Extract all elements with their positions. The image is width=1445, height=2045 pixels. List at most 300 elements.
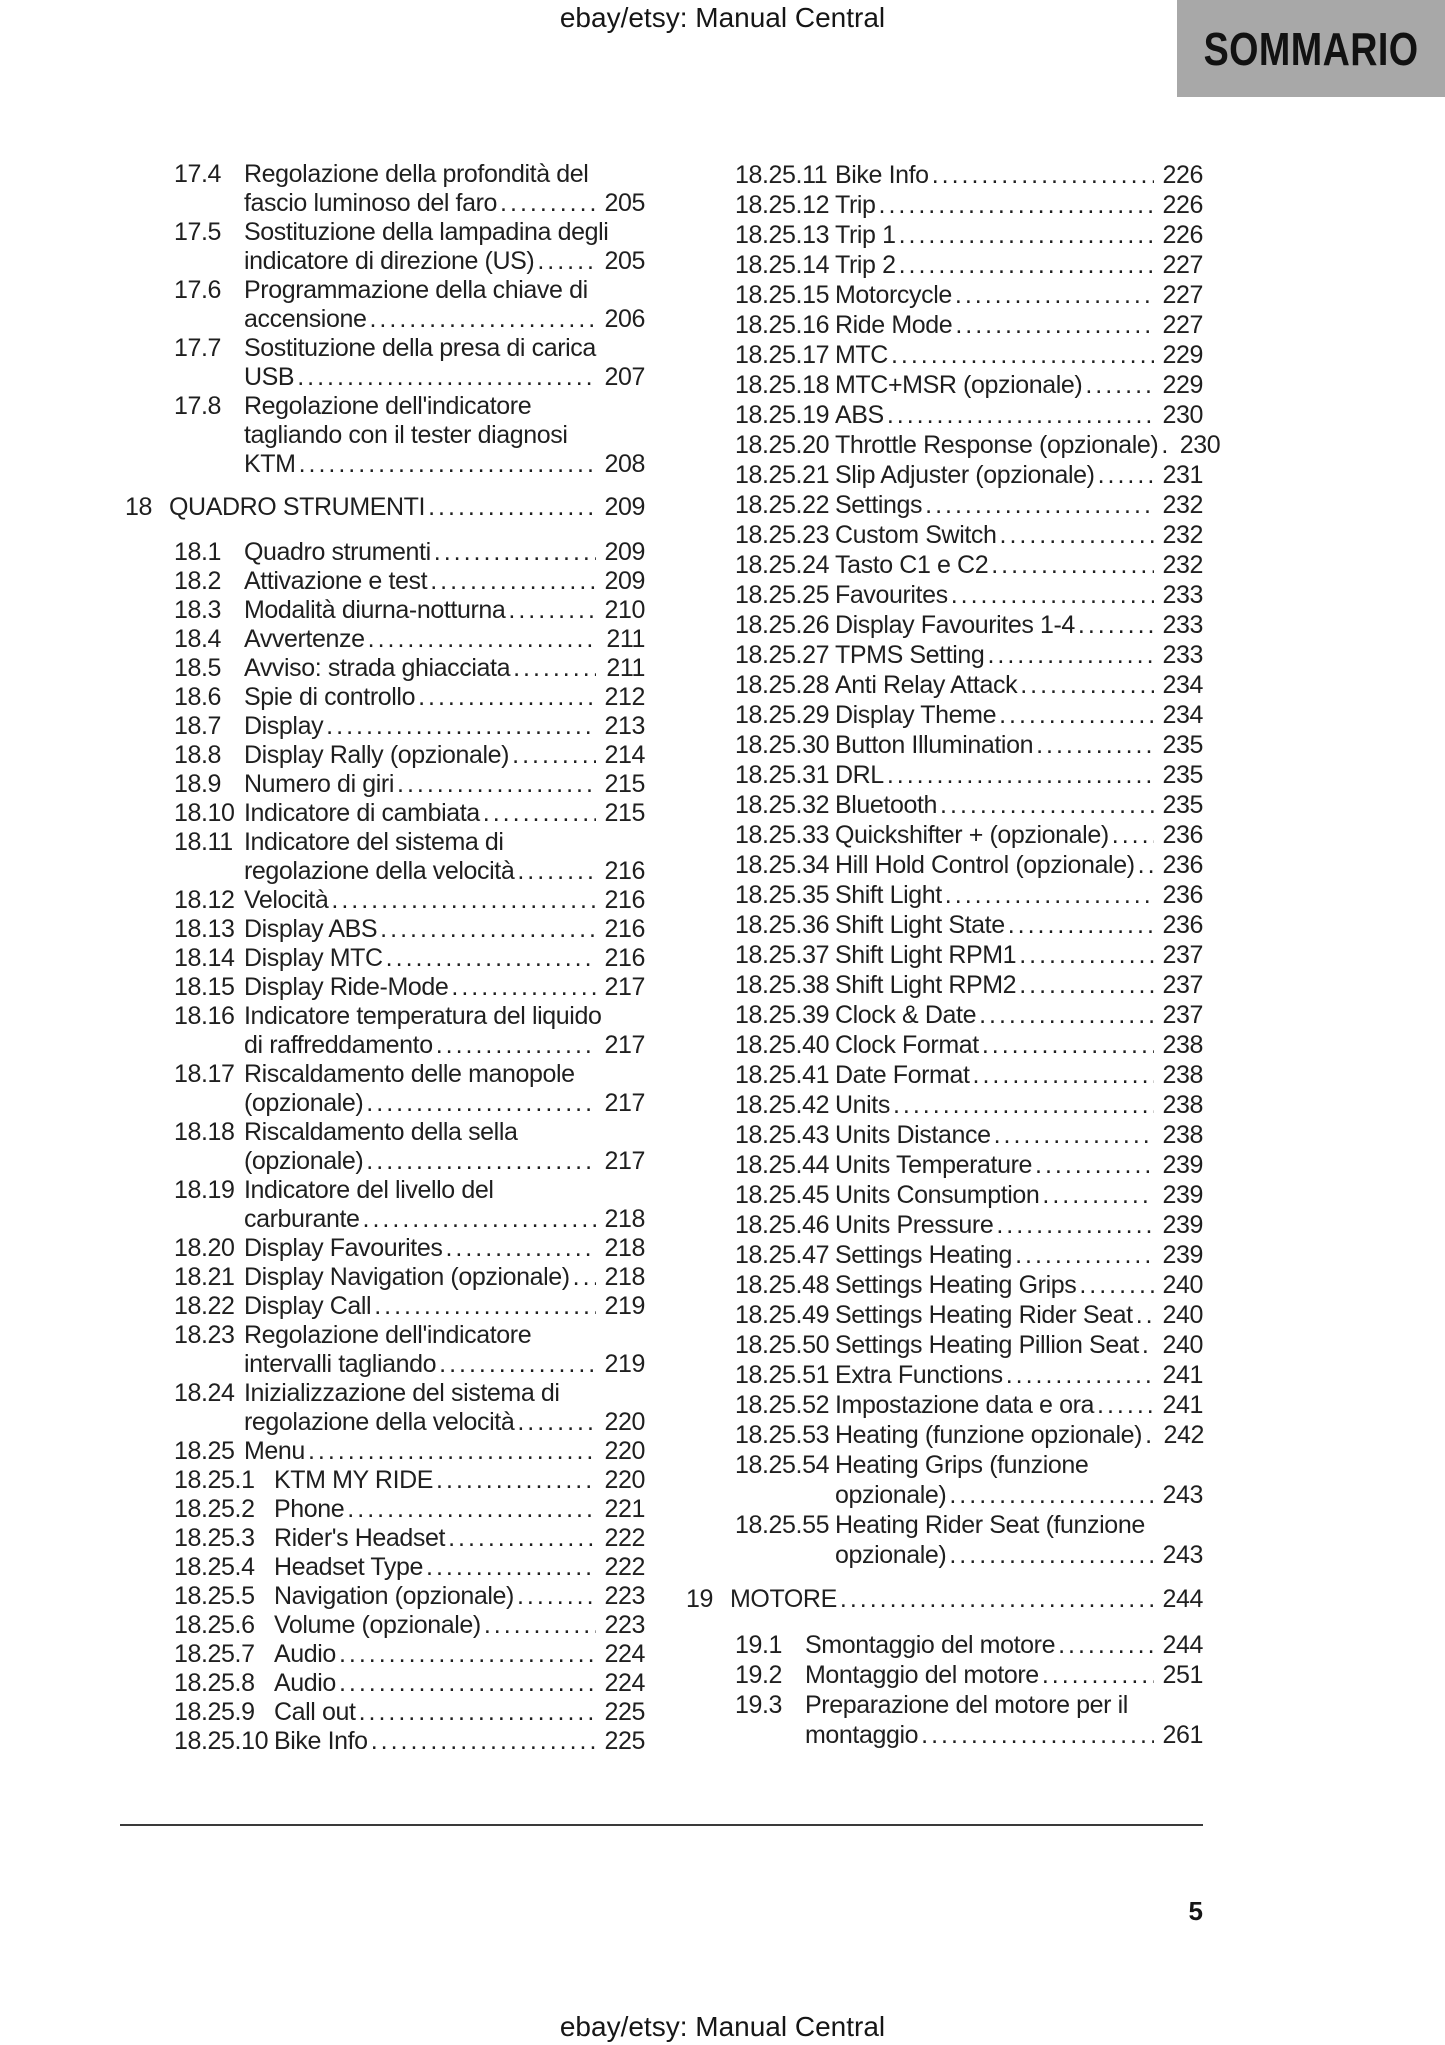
toc-entry-page: 224 [604, 1640, 645, 1668]
toc-entry-line [835, 400, 1203, 430]
toc-entry-page: 210 [604, 596, 645, 624]
dot-leader [517, 857, 596, 886]
toc-entry-line [805, 1690, 1203, 1720]
toc-entry-line [244, 1263, 645, 1292]
toc-entry [686, 760, 1203, 790]
toc-entry-title: Display Theme [835, 701, 997, 729]
toc-entry-page: 236 [1162, 881, 1203, 909]
toc-entry-line [835, 430, 1221, 460]
toc-entry [125, 493, 645, 522]
dot-leader [508, 596, 596, 625]
dot-leader [1161, 430, 1171, 460]
toc-entry-line [805, 1660, 1203, 1690]
toc-entry-line [835, 1450, 1203, 1480]
toc-entry-line [835, 1540, 1203, 1570]
dot-leader [932, 160, 1154, 190]
toc-entry-line [835, 250, 1203, 280]
toc-entry-page: 241 [1162, 1391, 1203, 1419]
toc-entry-number: 18.25.53 [735, 1421, 830, 1449]
toc-entry [125, 1060, 645, 1118]
dot-leader [363, 1205, 596, 1234]
toc-entry-number: 18.25.12 [735, 191, 830, 219]
toc-entry-page: 240 [1162, 1301, 1203, 1329]
toc-entry-title: TPMS Setting [835, 641, 985, 669]
toc-entry-line [835, 670, 1203, 700]
toc-entry-page: 241 [1162, 1361, 1203, 1389]
toc-entry-page: 236 [1162, 851, 1203, 879]
toc-entry [125, 1553, 645, 1582]
toc-entry-page: 209 [604, 567, 645, 595]
toc-entry [125, 886, 645, 915]
dot-leader [1058, 1630, 1154, 1660]
toc-entry-page: 243 [1162, 1541, 1203, 1569]
toc-entry-page: 238 [1162, 1031, 1203, 1059]
dot-leader [445, 1234, 596, 1263]
toc-entry-line [835, 820, 1203, 850]
toc-entry-title: Bike Info [835, 161, 929, 189]
toc-entry-page: 234 [1162, 671, 1203, 699]
toc-entry-title: fascio luminoso del faro [244, 189, 498, 217]
toc-entry-line [835, 640, 1203, 670]
toc-entry-page: 227 [1162, 251, 1203, 279]
toc-entry-line [835, 1030, 1203, 1060]
toc-entry [686, 1510, 1203, 1570]
toc-entry-number: 18 [125, 493, 153, 521]
toc-entry-title: Bluetooth [835, 791, 938, 819]
toc-entry-title: Phone [274, 1495, 345, 1523]
toc-entry-title: indicatore di direzione (US) [244, 247, 535, 275]
toc-entry-number: 18.25.26 [735, 611, 830, 639]
toc-entry [686, 1660, 1203, 1690]
dot-leader [451, 973, 596, 1002]
dot-leader [951, 580, 1154, 610]
toc-entry-title: Settings Heating [835, 1241, 1013, 1269]
toc-entry-page: 205 [604, 189, 645, 217]
toc-entry-title: Regolazione della profondità del [244, 160, 589, 188]
toc-entry-page: 231 [1162, 461, 1203, 489]
toc-entry-title: accensione [244, 305, 367, 333]
toc-entry-page: 223 [604, 1611, 645, 1639]
toc-entry-page: 229 [1162, 341, 1203, 369]
toc-entry-title: Display ABS [244, 915, 378, 943]
toc-entry-title: MTC+MSR (opzionale) [835, 371, 1083, 399]
toc-entry-number: 18.25.4 [174, 1553, 255, 1581]
toc-entry-line [274, 1553, 645, 1582]
dot-leader [921, 1720, 1154, 1750]
toc-entry [686, 970, 1203, 1000]
dot-leader [436, 1031, 596, 1060]
toc-entry-line [244, 1060, 645, 1089]
toc-entry-number: 18.17 [174, 1060, 235, 1088]
toc-entry [686, 670, 1203, 700]
toc-entry-page: 239 [1162, 1241, 1203, 1269]
toc-entry [686, 790, 1203, 820]
toc-entry-line [244, 421, 645, 450]
toc-entry-number: 18.25.36 [735, 911, 830, 939]
toc-entry [686, 1120, 1203, 1150]
toc-entry-line [835, 700, 1203, 730]
toc-entry-number: 18.25.48 [735, 1271, 830, 1299]
toc-entry-line [835, 1330, 1203, 1360]
toc-entry-title: Units Consumption [835, 1181, 1040, 1209]
dot-leader [996, 1210, 1154, 1240]
toc-entry [125, 1582, 645, 1611]
toc-entry-number: 18.25.30 [735, 731, 830, 759]
toc-entry-line [274, 1611, 645, 1640]
toc-entry-title: Indicatore temperatura del liquido [244, 1002, 602, 1030]
toc-entry-number: 18.24 [174, 1379, 235, 1407]
toc-entry-page: 216 [604, 857, 645, 885]
toc-entry-title: Smontaggio del motore [805, 1631, 1056, 1659]
toc-entry-title: Riscaldamento delle manopole [244, 1060, 575, 1088]
dot-leader [297, 363, 596, 392]
toc-entry [686, 430, 1221, 460]
toc-entry-line [835, 520, 1203, 550]
toc-entry-page: 205 [604, 247, 645, 275]
dot-leader [945, 880, 1154, 910]
toc-entry-title: Display Rally (opzionale) [244, 741, 510, 769]
toc-entry-number: 18.7 [174, 712, 222, 740]
dot-leader [1015, 1240, 1154, 1270]
toc-entry-title: carburante [244, 1205, 360, 1233]
dot-leader [925, 490, 1154, 520]
toc-entry-title: Audio [274, 1669, 336, 1697]
toc-entry-page: 230 [1179, 431, 1221, 459]
dot-leader [899, 220, 1154, 250]
toc-entry [125, 712, 645, 741]
toc-entry-page: 222 [604, 1524, 645, 1552]
toc-entry-page: 225 [604, 1727, 645, 1755]
toc-entry-title: opzionale) [835, 1481, 947, 1509]
toc-entry [125, 944, 645, 973]
toc-entry-line [244, 1321, 645, 1350]
dot-leader [374, 1292, 596, 1321]
toc-entry-page: 243 [1162, 1481, 1203, 1509]
toc-entry-number: 18.25.43 [735, 1121, 830, 1149]
toc-entry-line [835, 790, 1203, 820]
toc-entry [125, 1611, 645, 1640]
toc-entry-title: Trip 2 [835, 251, 896, 279]
toc-entry-title: Clock & Date [835, 1001, 977, 1029]
toc-entry-number: 18.2 [174, 567, 222, 595]
toc-entry-number: 18.11 [174, 828, 233, 856]
toc-entry-number: 18.25.33 [735, 821, 830, 849]
toc-entry-page: 238 [1162, 1061, 1203, 1089]
toc-entry-title: Throttle Response (opzionale) [835, 431, 1159, 459]
dot-leader [418, 683, 596, 712]
toc-entry-number: 18.8 [174, 741, 222, 769]
toc-entry [686, 310, 1203, 340]
toc-entry-title: Spie di controllo [244, 683, 416, 711]
toc-entry [125, 538, 645, 567]
toc-entry-line [244, 944, 645, 973]
toc-entry-number: 19.3 [735, 1691, 783, 1719]
dot-leader [979, 1000, 1154, 1030]
toc-entry-line [244, 538, 645, 567]
toc-entry-line [835, 340, 1203, 370]
toc-entry-number: 18.4 [174, 625, 222, 653]
toc-entry-title: Menu [244, 1437, 305, 1465]
toc-entry [686, 730, 1203, 760]
toc-entry-line [835, 1150, 1203, 1180]
toc-entry-title: Shift Light State [835, 911, 1005, 939]
toc-entry-page: 216 [604, 886, 645, 914]
toc-entry [686, 190, 1203, 220]
dot-leader [397, 770, 596, 799]
dot-leader [1136, 1300, 1154, 1330]
toc-entry-number: 18.25.41 [735, 1061, 830, 1089]
toc-entry-line [805, 1630, 1203, 1660]
toc-entry-page: 216 [604, 915, 645, 943]
toc-entry-number: 18.3 [174, 596, 222, 624]
toc-entry [686, 1000, 1203, 1030]
toc-entry [125, 1524, 645, 1553]
toc-entry-number: 18.25.44 [735, 1151, 830, 1179]
toc-entry-number: 18.25.49 [735, 1301, 830, 1329]
toc-entry-line [274, 1466, 645, 1495]
toc-entry-title: Settings Heating Rider Seat [835, 1301, 1133, 1329]
toc-entry-page: 209 [604, 538, 645, 566]
dot-leader [430, 567, 596, 596]
toc-entry-page: 240 [1162, 1331, 1203, 1359]
dot-leader [982, 1030, 1154, 1060]
footer-title: ebay/etsy: Manual Central [559, 2011, 886, 2042]
toc-entry [686, 280, 1203, 310]
toc-entry-page: 225 [604, 1698, 645, 1726]
toc-entry-page: 237 [1162, 1001, 1203, 1029]
toc-entry-number: 18.25.24 [735, 551, 830, 579]
dot-leader [1138, 850, 1154, 880]
toc-entry-line [244, 1176, 645, 1205]
toc-entry-title: QUADRO STRUMENTI [169, 493, 426, 521]
toc-entry-title: Avvertenze [244, 625, 365, 653]
toc-entry-number: 18.13 [174, 915, 235, 943]
toc-entry-line [244, 625, 645, 654]
toc-entry-page: 215 [604, 770, 645, 798]
toc-entry-title: Indicatore del livello del [244, 1176, 494, 1204]
toc-entry-line [835, 880, 1203, 910]
toc-entry [125, 683, 645, 712]
dot-leader [994, 1120, 1154, 1150]
toc-entry-number: 18.25.46 [735, 1211, 830, 1239]
toc-entry-title: regolazione della velocità [244, 857, 515, 885]
dot-leader [339, 1669, 596, 1698]
toc-entry-line [244, 276, 645, 305]
toc-entry-number: 18.25.9 [174, 1698, 255, 1726]
dot-leader [987, 640, 1154, 670]
toc-entry-line [835, 1480, 1203, 1510]
toc-entry-page: 215 [604, 799, 645, 827]
toc-entry-line [835, 610, 1203, 640]
dot-leader [1097, 1390, 1154, 1420]
toc-entry-line [244, 770, 645, 799]
toc-entry-number: 18.25.16 [735, 311, 830, 339]
toc-entry-line [244, 1379, 645, 1408]
toc-entry-title: KTM [244, 450, 296, 478]
dot-leader [1079, 1270, 1154, 1300]
toc-entry-page: 224 [604, 1669, 645, 1697]
toc-entry-number: 18.25.2 [174, 1495, 255, 1523]
toc-entry [125, 770, 645, 799]
toc-entry-line [244, 712, 645, 741]
toc-entry-page: 217 [604, 973, 645, 1001]
dot-leader [359, 1698, 596, 1727]
toc-entry-line [835, 910, 1203, 940]
toc-entry-page: 217 [604, 1031, 645, 1059]
toc-entry-title: Display Favourites [244, 1234, 443, 1262]
toc-entry-title: Impostazione data e ora [835, 1391, 1095, 1419]
toc-entry [125, 567, 645, 596]
toc-entry-line [244, 1089, 645, 1118]
toc-entry [125, 915, 645, 944]
dot-leader [439, 1350, 596, 1379]
toc-entry-title: Sostituzione della lampadina degli [244, 218, 609, 246]
dot-leader [368, 625, 596, 654]
toc-entry-line [835, 1000, 1203, 1030]
toc-entry-number: 18.25.54 [735, 1451, 830, 1479]
toc-entry-title: Shift Light [835, 881, 942, 909]
dot-leader [339, 1640, 596, 1669]
toc-entry-page: 217 [604, 1147, 645, 1175]
toc-entry-page: 238 [1162, 1121, 1203, 1149]
toc-entry-title: Regolazione dell'indicatore [244, 1321, 532, 1349]
toc-entry-number: 18.25.31 [735, 761, 830, 789]
toc-entry-title: Favourites [835, 581, 948, 609]
toc-entry-number: 19.2 [735, 1661, 783, 1689]
toc-entry-page: 227 [1162, 311, 1203, 339]
dot-leader [879, 190, 1154, 220]
toc-entry-number: 18.9 [174, 770, 222, 798]
toc-entry-page: 217 [604, 1089, 645, 1117]
dot-leader [448, 1524, 596, 1553]
toc-entry-title: Units Pressure [835, 1211, 994, 1239]
toc-entry [686, 820, 1203, 850]
toc-entry-line [244, 683, 645, 712]
dot-leader [955, 280, 1154, 310]
toc-entry-page: 226 [1162, 161, 1203, 189]
toc-entry-number: 18.25.52 [735, 1391, 830, 1419]
dot-leader [893, 1090, 1154, 1120]
toc-entry-line [835, 970, 1203, 1000]
toc-entry-page: 237 [1162, 971, 1203, 999]
toc-entry-line [244, 1118, 645, 1147]
toc-entry-page: 211 [606, 625, 645, 653]
dot-leader [513, 654, 596, 683]
toc-entry [125, 1698, 645, 1727]
toc-entry-page: 244 [1162, 1585, 1203, 1613]
toc-entry [686, 940, 1203, 970]
toc-entry [686, 1060, 1203, 1090]
toc-entry [125, 1118, 645, 1176]
toc-entry-page: 234 [1162, 701, 1203, 729]
toc-entry-number: 18.25.10 [174, 1727, 269, 1755]
toc-entry-line [274, 1669, 645, 1698]
toc-entry-number: 18.25.6 [174, 1611, 255, 1639]
toc-entry-title: Date Format [835, 1061, 970, 1089]
toc-entry [686, 1210, 1203, 1240]
dot-leader [1006, 1360, 1154, 1390]
toc-entry-line [835, 280, 1203, 310]
toc-entry [686, 400, 1203, 430]
toc-entry-page: 232 [1162, 491, 1203, 519]
toc-entry-line [835, 1390, 1203, 1420]
toc-entry-title: Volume (opzionale) [274, 1611, 481, 1639]
toc-entry-title: (opzionale) [244, 1089, 364, 1117]
toc-entry-title: Heating Grips (funzione [835, 1451, 1089, 1479]
toc-entry-line [835, 580, 1203, 610]
dot-leader [1098, 460, 1154, 490]
toc-entry-number: 18.25.27 [735, 641, 830, 669]
toc-entry [686, 340, 1203, 370]
toc-entry-line [244, 160, 645, 189]
dot-leader [1008, 910, 1154, 940]
toc-entry-page: 226 [1162, 191, 1203, 219]
toc-entry-page: 219 [604, 1350, 645, 1378]
toc-entry-number: 18.25.17 [735, 341, 830, 369]
toc-entry [686, 370, 1203, 400]
toc-entry-page: 233 [1162, 611, 1203, 639]
toc-entry-title: Regolazione dell'indicatore [244, 392, 532, 420]
toc-entry [686, 880, 1203, 910]
toc-entry [125, 741, 645, 770]
dot-leader [940, 790, 1154, 820]
toc-entry-line [244, 1408, 645, 1437]
toc-entry-line [244, 189, 645, 218]
toc-entry-line [835, 1180, 1203, 1210]
toc-entry-number: 18.25.51 [735, 1361, 830, 1389]
toc-entry [125, 799, 645, 828]
toc-entry-line [835, 370, 1203, 400]
toc-entry [686, 250, 1203, 280]
toc-entry-page: 223 [604, 1582, 645, 1610]
toc-entry-title: Quickshifter + (opzionale) [835, 821, 1109, 849]
toc-entry [125, 1263, 645, 1292]
toc-entry-title: Display Navigation (opzionale) [244, 1263, 570, 1291]
toc-entry-number: 17.7 [174, 334, 222, 362]
toc-entry [686, 550, 1203, 580]
dot-leader [434, 538, 596, 567]
dot-leader [484, 1611, 596, 1640]
toc-entry [686, 1584, 1203, 1614]
toc-entry-line [835, 940, 1203, 970]
toc-entry-page: 211 [606, 654, 645, 682]
dot-leader [1042, 1180, 1154, 1210]
toc-entry-line [244, 392, 645, 421]
toc-entry-number: 18.25.21 [735, 461, 830, 489]
toc-entry [686, 1270, 1203, 1300]
toc-entry-title: Montaggio del motore [805, 1661, 1039, 1689]
toc-entry [125, 1727, 645, 1756]
toc-entry-title: Units Distance [835, 1121, 991, 1149]
toc-entry-title: Quadro strumenti [244, 538, 431, 566]
toc-entry-line [244, 1234, 645, 1263]
toc-entry-title: Ride Mode [835, 311, 953, 339]
toc-entry-number: 18.25.5 [174, 1582, 255, 1610]
toc-entry [686, 1630, 1203, 1660]
toc-entry-title: Trip [835, 191, 876, 219]
toc-entry-title: Display Favourites 1-4 [835, 611, 1075, 639]
toc-entry-page: 220 [604, 1437, 645, 1465]
toc-entry [686, 1300, 1203, 1330]
toc-entry-number: 18.25.55 [735, 1511, 830, 1539]
toc-entry-number: 18.25.7 [174, 1640, 255, 1668]
toc-entry-line [835, 550, 1203, 580]
toc-entry-line [244, 741, 645, 770]
toc-entry-page: 206 [604, 305, 645, 333]
dot-leader [308, 1437, 596, 1466]
toc-entry [125, 1466, 645, 1495]
toc-entry-line [835, 460, 1203, 490]
